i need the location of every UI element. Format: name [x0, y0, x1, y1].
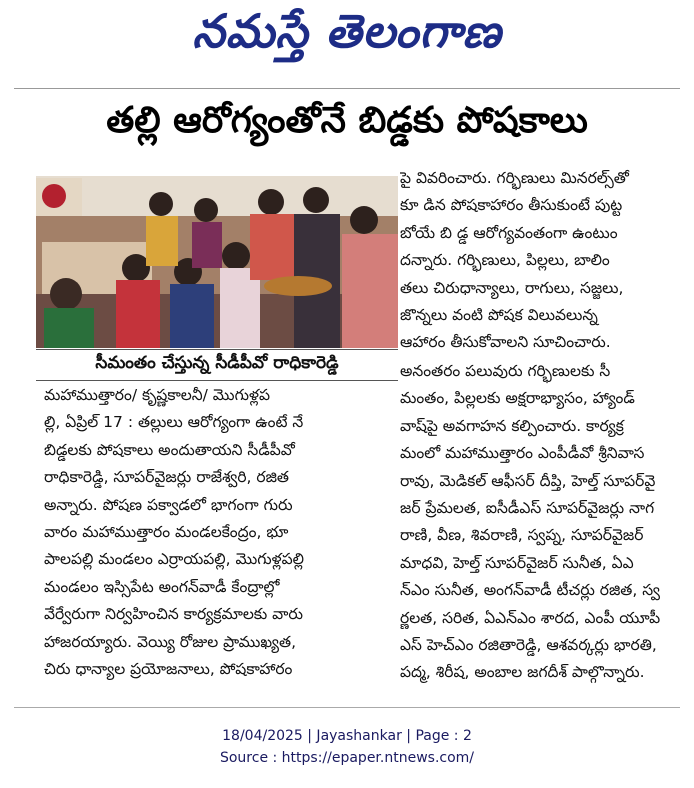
- text-line: రావు, మెడికల్ ఆఫీసర్ దీప్తి, హెల్త్ సూపర్‌వై: [400, 471, 656, 490]
- footer-source: Source : https://epaper.ntnews.com/: [219, 750, 475, 766]
- text-line: తలు చిరుధాన్యాలు, రాగులు, సజ్జలు,: [400, 278, 624, 297]
- text-line: అనంతరం పలువురు గర్భిణులకు సీ: [400, 362, 611, 380]
- article-photo: [36, 176, 398, 348]
- text-line: ర్ణలత, సరిత, ఏఎన్ఎం శారద, ఎంపీ యూపీ: [400, 608, 661, 627]
- text-line: పై వివరించారు. గర్భిణులు మినరల్స్‌తో: [400, 169, 629, 187]
- text-line: మండలం ఇస్సిపేట అంగన్‌వాడీ కేంద్రాల్లో: [44, 577, 280, 596]
- text-line: న్ఎం సునీత, అంగన్‌వాడీ టీచర్లు రజిత, స్వ: [400, 581, 661, 600]
- text-line: దన్నారు. గర్భిణులు, పిల్లలు, బాలిం: [400, 251, 610, 270]
- article-headline: తల్లి ఆరోగ్యంతోనే బిడ్డకు పోషకాలు: [106, 100, 588, 141]
- text-line: చిరు ధాన్యాల ప్రయోజనాలు, పోషకాహారం: [44, 660, 293, 679]
- text-line: వేర్వేరుగా నిర్వహించిన కార్యక్రమాలకు వారు: [44, 605, 303, 624]
- article-column-right-top: [400, 165, 675, 357]
- text-line: ఆహారం తీసుకోవాలని సూచించారు.: [400, 333, 611, 352]
- divider: [14, 88, 680, 89]
- text-line: రాణి, వీణ, శివరాణి, స్వప్న, సూపర్‌వైజర్: [400, 526, 644, 545]
- photo-caption-text: సీమంతం చేస్తున్న సీడీపీవో రాధికారెడ్డి: [95, 353, 339, 373]
- text-line: ల్లి, ఏప్రిల్ 17 : తల్లులు ఆరోగ్యంగా ఉంటే నే: [44, 413, 304, 432]
- footer-date-edition: 18/04/2025 | Jayashankar | Page : 2: [222, 728, 472, 744]
- text-line: జొన్నలు వంటి పోషక విలువలున్న: [400, 306, 598, 325]
- masthead: [0, 4, 694, 70]
- text-line: మంతం, పిల్లలకు అక్షరాభ్యాసం, హ్యాండ్: [400, 389, 635, 408]
- text-line: పద్మ, శిరీష, అంబాల జగదీశ్ పాల్గొన్నారు.: [400, 663, 645, 682]
- text-line: అన్నారు. పోషణ పక్వాడలో భాగంగా గురు: [44, 495, 293, 514]
- text-line: వారం మహాముత్తారం మండలకేంద్రం, భూ: [44, 523, 289, 542]
- text-line: బోయే బి డ్డ ఆరోగ్యవంతంగా ఉంటుం: [400, 223, 618, 242]
- article-column-left: [44, 382, 370, 683]
- text-line: వాష్‌పై అవగాహన కల్పించారు. కార్యక్ర: [400, 416, 624, 435]
- photo-caption: [36, 349, 398, 381]
- text-line: పాలపల్లి మండలం ఎర్రాయపల్లి, మొగుళ్లపల్లి: [44, 550, 305, 569]
- text-line: మాధవి, హెల్త్ సూపర్‌వైజర్ సునీత, ఏఎ: [400, 553, 634, 572]
- text-line: బిడ్డలకు పోషకాలు అందుతాయని సీడీపీవో: [44, 440, 295, 459]
- text-line: ఎస్ హెచ్ఎం రజితారెడ్డి, ఆశవర్కర్లు భారతి,: [400, 636, 657, 655]
- photo-illustration: [36, 176, 398, 348]
- text-line: రాధికారెడ్డి, సూపర్‌వైజర్లు రాజేశ్వరి, రజిత: [44, 468, 289, 487]
- text-line: జర్ ప్రేమలత, ఐసీడీఎస్ సూపర్‌వైజర్లు నాగ: [400, 499, 655, 518]
- text-line: మహాముత్తారం/ కృష్ణకాలనీ/ మొగుళ్లప: [44, 386, 270, 404]
- text-line: హాజరయ్యారు. వెయ్యి రోజుల ప్రాముఖ్యత,: [44, 632, 297, 651]
- text-line: కూ డిన పోషకాహారం తీసుకుంటే పుట్ట: [400, 196, 623, 215]
- article-column-right-bottom: [400, 358, 680, 687]
- divider: [14, 707, 680, 708]
- text-line: మంలో మహాముత్తారం ఎంపీడీవో శ్రీనివాస: [400, 444, 645, 463]
- newspaper-name: నమస్తే తెలంగాణ: [192, 4, 502, 58]
